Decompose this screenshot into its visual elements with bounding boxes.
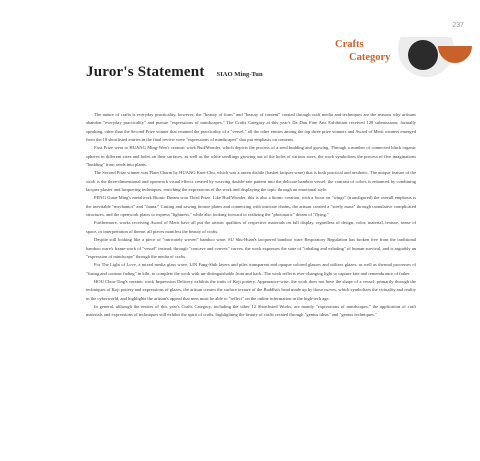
paragraph: For The Light of Love, a mixed media glass wave, LIN Fang-Shih layers and piles transparent and opaque colored glasses and utilizes glazes, as well as thermal processes of "fusing and contour fading" in kiln, to complete the work with un-distinguishable front and back. The work reflects ever-changing light to capture fate and remembrance of father.	[86, 262, 416, 276]
category-heading	[335, 38, 390, 64]
paragraph: The Second Prize winner was Plain Charm by HUANG Kuei-Chu, which was a ratten dishile (basket lacquer ware) that is both practical and aesthetic. The unique feature of the work is the three-dimensional and openwork visual effects created by weaving double-rate pattern into the delicate bamboo vessel; the contrast of colors is enhanced by combining lacquer plaster and lacquering techniques, enriching the expressions of the work and displaying the topic through an emotional style.	[86, 170, 416, 193]
category-line-2: Category	[349, 52, 391, 63]
paragraph: Despite still looking like a piece of "intricately woven" bamboo ware, SU Shu-Huan's lacquered bamboo ware Respiratory Regulation has broken free from the traditional bamboo ware's frame-work of "vessel" instead, through "concave and convex" curves, the work expresses the state of "inhaling and exhaling" of human survival, and is arguably an "expression of mindscape" through the media of crafts.	[86, 237, 416, 259]
statement-body	[86, 111, 416, 320]
paragraph: Furthermore, works receiving Award of Merit have all put the artistic qualities of respective materials on full display, regardless of design, color, material, texture, sense of space, or interpretation of theme, all pieces manifest the beauty of crafts.	[86, 220, 416, 234]
paragraph: HOU Chou-Ting's ceramic work Impression Delivery exhibits the traits of Koji pottery. Appearance-wise, the work does not have the shape of a vessel; primarily through the techniques of Koji pottery and expressions of glazes, the artisan creates the surface texture of the Buddha's head made up by those curves, which symbolizes the virtuality and reality in the cyberworld, and highlights the artisan's appeal that men must be able to "reflect" on the online information in the high-tech age.	[86, 278, 416, 301]
page-number: 237	[452, 22, 464, 29]
dark-circle-shape	[408, 40, 438, 70]
paragraph: In general, although the entries of this year's Crafts Category, including the other 12 Shortlisted Works, are mainly "expressions of mindscapes," the application of craft materials and expressions of techniques still exhibit the spirit of crafts, highlighting the beauty of crafts created through "genius ideas" and "genius techniques."	[86, 303, 416, 318]
category-line-1: Crafts	[335, 39, 364, 50]
paragraph: First Prize went to HUANG Ming-Wen's ceramic work Bud/Wonder, which depicts the process of a seed budding and growing. Through a number of connected black organic spheres in different sizes and holes on their surfaces, as well as the white seedlings growing out of the holes of various sizes, the work symbolizes the process of five imaginations "budding" from seeds into plants.	[86, 145, 416, 168]
paragraph: The nature of crafts is everyday practicality, however, the "beauty of form" and "beauty of content" created through craft media and techniques are the reasons why artisans abandon "everyday practicality" and pursue "expressions of mindscapes." The Crafts Category at this year's Da Dun Fine Arts Exhibition received 128 submissions; formally speaking, other than the Second Prize winner that retained the practicality of a "vessel," all the other entries among the top three prize winners and Award of Merit winners emerged from the 18 shortlisted entries in the final review were "expressions of mindscapes" that put emphasis on contents.	[86, 112, 416, 143]
decorative-circles-graphic	[396, 37, 480, 83]
author-name: SIAO Ming-Tun	[216, 71, 263, 78]
page-header	[86, 64, 263, 81]
paragraph: PENG Guan-Ming's metalwork Bionic Dream won Third Prize. Like Bud/Wonder, this is also a bionic creation, with a focus on "wings" (transfigured) the overall emphasis is the inevitable "mechanics" and "fauna." Cutting and sawing bronze plates and connecting with intricate chains, the artisan created a "steely mass" through cumulative complicated structures, and the openwork plates to express "lightness," while also looking forward to realizing the "photonatic" dream of "flying."	[86, 195, 416, 218]
page-title: Juror's Statement	[86, 64, 205, 80]
